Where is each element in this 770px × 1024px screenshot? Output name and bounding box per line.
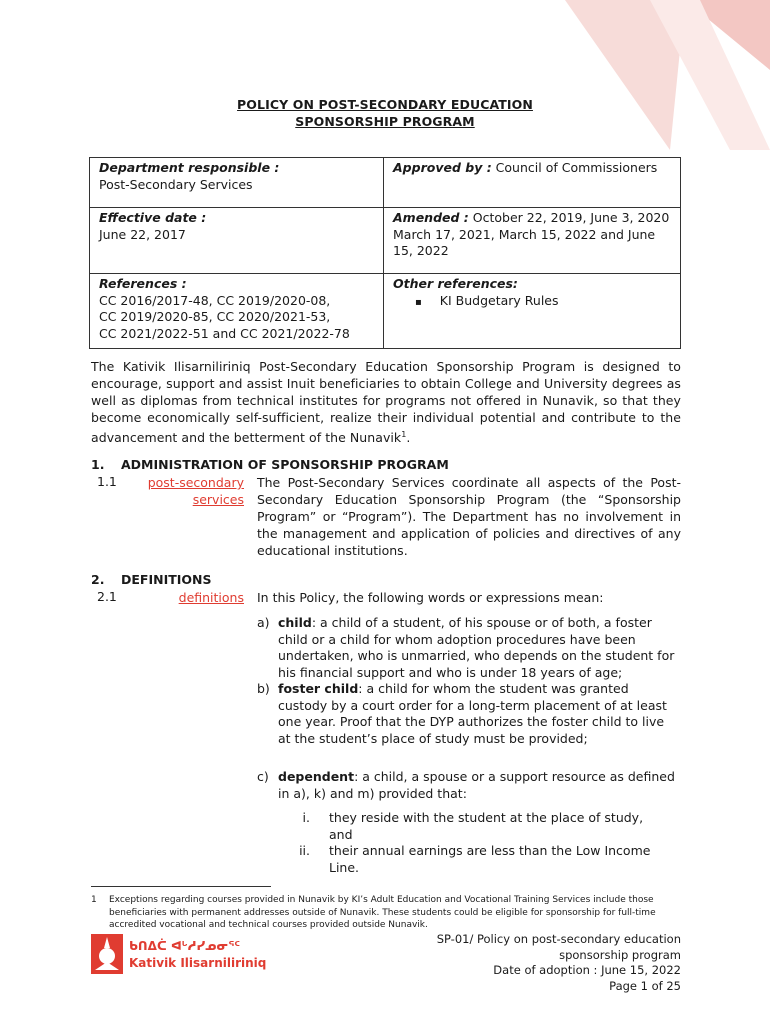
item-marker: i.: [302, 810, 310, 825]
footnote-marker: 1: [91, 895, 97, 905]
department-cell: [90, 158, 384, 208]
other-references-cell: [384, 274, 681, 349]
department-label: Department responsible :: [99, 160, 280, 175]
item-marker: ii.: [299, 843, 310, 858]
condition-item: [290, 843, 670, 876]
definition-item: [257, 769, 677, 802]
section-2-heading: [91, 572, 212, 587]
section-1-1-number: 1.1: [97, 474, 117, 489]
page-footer: [437, 932, 681, 994]
references-label: References :: [99, 276, 187, 291]
footer-program: sponsorship program: [559, 947, 681, 962]
kativik-logo: [91, 934, 291, 978]
other-reference-item: ▪ KI Budgetary Rules: [393, 293, 671, 312]
logo-syllabics: ᑲᑎᐃᑖ ᐊᒡᓱᓯᓄᓂᕐᑦ: [129, 939, 241, 953]
definition-text: : a child for whom the student was granted custody by a court order for a long-term placement of at least one year. Proof that the DYP authorizes the foster child to live at the student’s place of study must be provided;: [278, 681, 667, 746]
section-2-1-side-link[interactable]: definitions: [178, 590, 244, 605]
section-2-1-number: 2.1: [97, 589, 117, 604]
footer-policy: SP-01/ Policy on post-secondary education: [436, 932, 681, 946]
section-2-title: DEFINITIONS: [121, 572, 212, 587]
item-marker: c): [257, 769, 269, 784]
reference-line: CC 2019/2020-85, CC 2020/2021-53,: [99, 309, 331, 324]
condition-item: [290, 810, 670, 843]
logo-emblem-icon: [91, 934, 123, 974]
condition-text: they reside with the student at the place of study, and: [329, 810, 644, 842]
amended-value: October 22, 2019, June 3, 2020 March 17, 2021, March 15, 2022 and June 15, 2022: [393, 210, 670, 258]
title-line-2: SPONSORSHIP PROGRAM: [295, 114, 475, 129]
definition-term: dependent: [278, 769, 355, 784]
effective-label: Effective date :: [99, 210, 207, 225]
policy-info-table: [89, 157, 681, 349]
definition-item: [257, 615, 677, 681]
intro-paragraph: [91, 358, 681, 446]
title-line-1: POLICY ON POST-SECONDARY EDUCATION: [237, 97, 533, 112]
other-references-label: Other references:: [393, 276, 518, 291]
reference-line: CC 2016/2017-48, CC 2019/2020-08,: [99, 292, 331, 308]
intro-end: .: [406, 430, 411, 446]
item-marker: b): [257, 681, 270, 696]
footnote-ref[interactable]: 1: [401, 430, 407, 439]
logo-name: Kativik Ilisarniliriniq: [129, 956, 267, 970]
intro-text: The Kativik Ilisarniliriniq Post-Secondary Education Sponsorship Program is designed to encourage, support and assist Inuit beneficiaries to obtain College and University degrees as well as diplomas from technical institutes for programs not offered in Nunavik, so that they become economically self-sufficient, realize their individual potential and contribute to the advancement and the betterment of the Nunavik: [91, 359, 681, 446]
footnote-text: Exceptions regarding courses provided in Nunavik by KI’s Adult Education and Vocational Training Services include those beneficiaries with permanent addresses outside of Nunavik. These students could be eligible for sponsorship for full-time accredited vocational and technical courses provided outside Nunavik.: [109, 895, 656, 930]
footnote: [91, 894, 681, 932]
definition-text: : a child, a spouse or a support resource as defined in a), k) and m) provided that:: [278, 769, 675, 801]
footnote-divider: [91, 886, 271, 887]
definition-term: child: [278, 615, 312, 630]
approved-value: Council of Commissioners: [491, 160, 658, 175]
condition-text: their annual earnings are less than the Low Income Line.: [329, 843, 651, 875]
page-title: [0, 96, 770, 130]
definition-term: foster child: [278, 681, 359, 696]
effective-cell: [90, 208, 384, 274]
amended-cell: [384, 208, 681, 274]
section-1-title: ADMINISTRATION OF SPONSORSHIP PROGRAM: [121, 457, 449, 472]
effective-value: June 22, 2017: [99, 226, 186, 242]
definition-item: [257, 681, 677, 747]
footer-date: Date of adoption : June 15, 2022: [493, 963, 681, 977]
section-1-1-side-link[interactable]: post-secondary services: [147, 475, 244, 507]
section-1-number: 1.: [91, 457, 105, 472]
approved-cell: [384, 158, 681, 208]
section-1-heading: [91, 457, 449, 472]
amended-label: Amended :: [393, 210, 469, 225]
approved-label: Approved by :: [393, 160, 492, 175]
section-2-1-lead: In this Policy, the following words or expressions mean:: [257, 590, 604, 605]
section-2-number: 2.: [91, 572, 105, 587]
department-value: Post-Secondary Services: [99, 176, 253, 192]
references-cell: [90, 274, 384, 349]
page-number: Page 1 of 25: [609, 978, 681, 993]
section-1-1-text: The Post-Secondary Services coordinate all aspects of the Post-Secondary Education Sponsorship Program (the “Sponsorship Program” or “Program”). The Department has no involvement in the management and application of policies and directives of any educational institutions.: [257, 475, 681, 558]
reference-line: CC 2021/2022-51 and CC 2021/2022-78: [99, 325, 350, 341]
item-marker: a): [257, 615, 270, 630]
definition-text: : a child of a student, of his spouse or of both, a foster child or a child for whom adoption procedures have been undertaken, who is unmarried, who depends on the student for his financial support and who is under 18 years of age;: [278, 615, 675, 680]
